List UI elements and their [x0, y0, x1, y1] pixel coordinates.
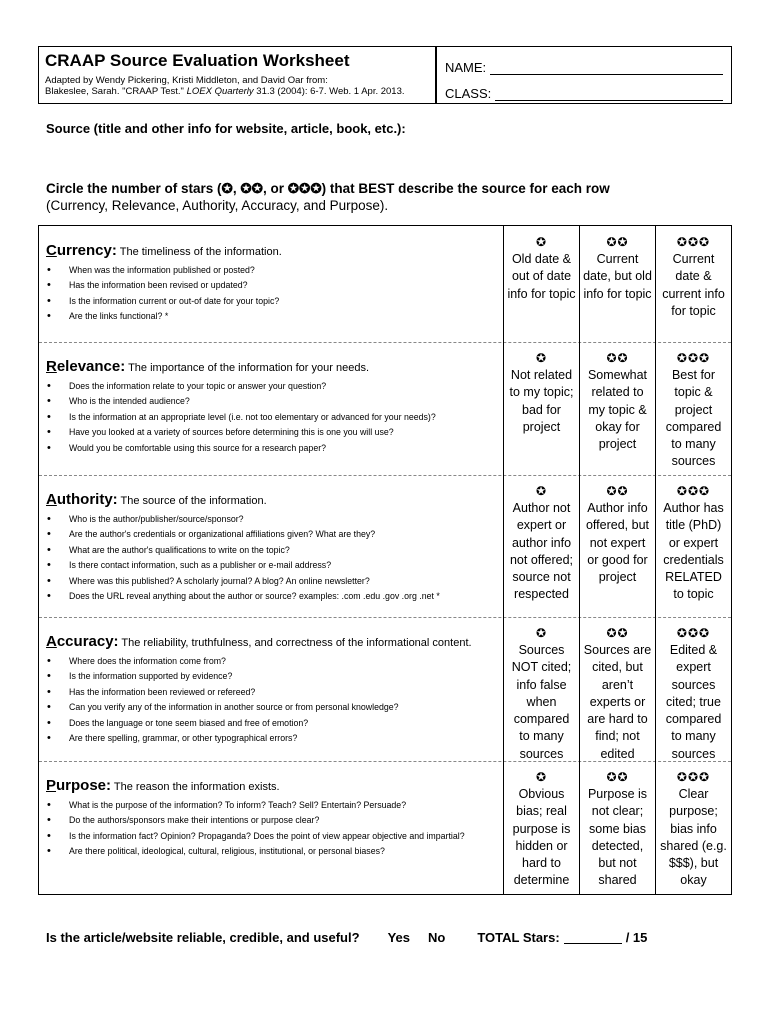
- question-item: • Who is the intended audience?: [46, 394, 497, 409]
- rating-option-3-star[interactable]: [656, 475, 731, 617]
- rating-option-1-star[interactable]: [504, 475, 580, 617]
- rating-option-3-star[interactable]: [656, 342, 731, 475]
- name-label: NAME:: [445, 60, 487, 75]
- rating-option-2-star[interactable]: [580, 617, 656, 761]
- instructions-line-2: (Currency, Relevance, Authority, Accuracy, and Purpose).: [46, 198, 389, 213]
- question-item: • Do the authors/sponsors make their intentions or purpose clear?: [46, 813, 497, 828]
- question-item: • Who is the author/publisher/source/sponsor?: [46, 512, 497, 527]
- star-icon: ✪✪: [606, 351, 629, 365]
- credit-citation-a: Blakeslee, Sarah. "CRAAP Test.": [45, 86, 187, 97]
- criterion-heading: [46, 244, 497, 259]
- question-item: • Is the information supported by evidence?: [46, 669, 497, 684]
- class-label: CLASS:: [445, 86, 492, 101]
- yes-option[interactable]: Yes: [387, 930, 410, 945]
- criterion-description: [39, 475, 504, 617]
- criterion-heading: [46, 493, 497, 508]
- rating-option-1-star[interactable]: [504, 617, 580, 761]
- question-item: • Are the author's credentials or organizational affiliations given? What are they?: [46, 527, 497, 542]
- criterion-row: [39, 617, 731, 762]
- question-item: • Does the language or tone seem biased and free of emotion?: [46, 716, 497, 731]
- rating-option-1-star[interactable]: [504, 226, 580, 342]
- rating-description: Author has title (PhD) or expert credentials RELATED to topic: [663, 501, 724, 602]
- star-icon: ✪✪✪: [676, 770, 711, 784]
- rating-option-3-star[interactable]: [656, 226, 731, 342]
- no-option[interactable]: No: [427, 930, 446, 945]
- star-icon: ✪✪: [606, 770, 629, 784]
- criterion-name: Currency:: [46, 242, 117, 259]
- rating-option-2-star[interactable]: [580, 342, 656, 475]
- question-item: • Where does the information come from?: [46, 654, 497, 669]
- name-class-box: [436, 46, 732, 104]
- criterion-description: [39, 226, 504, 342]
- criterion-row: [39, 226, 731, 343]
- criterion-name: Authority:: [46, 491, 118, 508]
- rating-description: Sources are cited, but aren’t experts or are hard to find; not edited: [583, 643, 652, 761]
- criterion-description: [39, 761, 504, 894]
- criterion-heading: [46, 779, 497, 794]
- criterion-definition: The timeliness of the information.: [116, 246, 282, 258]
- question-list: [46, 654, 497, 746]
- instructions: [46, 180, 646, 214]
- question-item: • Is there contact information, such as a publisher or e-mail address?: [46, 558, 497, 573]
- rating-description: Best for topic & project compared to many sources: [665, 368, 722, 469]
- question-item: • Are the links functional? *: [46, 309, 497, 324]
- rating-description: Clear purpose; bias info shared (e.g. $$$), but okay: [660, 787, 727, 888]
- reliability-question: Is the article/website reliable, credible, and useful?: [46, 930, 360, 945]
- rating-option-2-star[interactable]: [580, 761, 656, 894]
- rating-description: Sources NOT cited; info false when compared to many sources: [511, 643, 572, 761]
- rating-description: Edited & expert sources cited; true compared to many sources: [665, 643, 722, 761]
- rating-description: Current date, but old info for topic: [583, 252, 652, 301]
- criteria-table: [38, 225, 732, 895]
- class-blank[interactable]: [495, 86, 723, 101]
- criterion-row: [39, 475, 731, 618]
- star-icon: ✪: [535, 770, 548, 784]
- criterion-description: [39, 342, 504, 475]
- rating-option-3-star[interactable]: [656, 617, 731, 761]
- criterion-definition: The source of the information.: [117, 495, 267, 507]
- rating-option-2-star[interactable]: [580, 226, 656, 342]
- question-item: • Can you verify any of the information in another source or from personal knowledge?: [46, 700, 497, 715]
- star-icon: ✪✪✪: [676, 235, 711, 249]
- criterion-name: Relevance:: [46, 358, 126, 375]
- question-item: • Are there spelling, grammar, or other typographical errors?: [46, 731, 497, 746]
- rating-option-1-star[interactable]: [504, 342, 580, 475]
- star-icon: ✪: [535, 351, 548, 365]
- credit-journal: LOEX Quarterly: [186, 86, 254, 97]
- star-icon: ✪✪✪: [676, 626, 711, 640]
- rating-option-3-star[interactable]: [656, 761, 731, 894]
- rating-description: Author info offered, but not expert or good for project: [585, 501, 649, 585]
- criterion-heading: [46, 635, 497, 650]
- rating-description: Author not expert or author info not offered; source not respected: [509, 501, 573, 602]
- question-item: • Is the information fact? Opinion? Propaganda? Does the point of view appear objective and impartial?: [46, 829, 497, 844]
- question-item: • Has the information been reviewed or refereed?: [46, 685, 497, 700]
- question-item: • When was the information published or posted?: [46, 263, 497, 278]
- title-box: [38, 46, 436, 104]
- rating-description: Purpose is not clear; some bias detected, but not shared: [587, 787, 648, 888]
- question-item: • Where was this published? A scholarly journal? A blog? An online newsletter?: [46, 574, 497, 589]
- question-list: [46, 263, 497, 325]
- star-icon: ✪✪✪: [676, 484, 711, 498]
- source-label: Source (title and other info for website, article, book, etc.):: [46, 121, 406, 136]
- question-list: [46, 798, 497, 860]
- question-item: • Does the information relate to your topic or answer your question?: [46, 379, 497, 394]
- total-stars-blank[interactable]: [564, 931, 622, 944]
- question-list: [46, 512, 497, 604]
- class-field[interactable]: [445, 79, 723, 101]
- total-stars-label: TOTAL Stars:: [477, 930, 560, 945]
- star-icon: ✪✪: [606, 484, 629, 498]
- question-item: • Are there political, ideological, cultural, religious, institutional, or personal biases?: [46, 844, 497, 859]
- question-item: • Would you be comfortable using this source for a research paper?: [46, 441, 497, 456]
- star-icon: ✪✪: [606, 626, 629, 640]
- star-icon: ✪: [535, 626, 548, 640]
- name-field[interactable]: [445, 53, 723, 75]
- rating-description: Obvious bias; real purpose is hidden or hard to determine: [512, 787, 571, 888]
- total-stars-max: / 15: [625, 930, 648, 945]
- worksheet-title: CRAAP Source Evaluation Worksheet: [45, 51, 350, 70]
- rating-description: Old date & out of date info for topic: [507, 252, 576, 301]
- rating-description: Current date & current info for topic: [662, 252, 725, 318]
- credit-line-1: Adapted by Wendy Pickering, Kristi Middleton, and David Oar from:: [45, 75, 328, 86]
- question-item: • Does the URL reveal anything about the author or source? examples: .com .edu .gov .org .net *: [46, 589, 497, 604]
- rating-option-1-star[interactable]: [504, 761, 580, 894]
- question-item: • Is the information current or out-of date for your topic?: [46, 294, 497, 309]
- footer: [46, 930, 647, 945]
- criterion-definition: The reason the information exists.: [111, 781, 280, 793]
- question-item: • Has the information been revised or updated?: [46, 278, 497, 293]
- rating-description: Not related to my topic; bad for project: [509, 368, 574, 434]
- rating-description: Somewhat related to my topic & okay for project: [587, 368, 648, 452]
- rating-option-2-star[interactable]: [580, 475, 656, 617]
- criterion-heading: [46, 360, 497, 375]
- criterion-row: [39, 342, 731, 476]
- criterion-description: [39, 617, 504, 761]
- credit-text: [45, 75, 429, 97]
- credit-citation-b: 31.3 (2004): 6-7. Web. 1 Apr. 2013.: [253, 86, 405, 97]
- criterion-definition: The reliability, truthfulness, and correctness of the informational content.: [118, 637, 472, 649]
- star-icon: ✪✪✪: [676, 351, 711, 365]
- question-list: [46, 379, 497, 456]
- name-blank[interactable]: [490, 60, 723, 75]
- star-icon: ✪: [535, 484, 548, 498]
- instructions-line-1: Circle the number of stars (✪, ✪✪, or ✪✪✪) that BEST describe the source for each row: [46, 181, 610, 196]
- question-item: • What is the purpose of the information? To inform? Teach? Sell? Entertain? Persuade?: [46, 798, 497, 813]
- credit-line-2: [45, 86, 429, 97]
- criterion-definition: The importance of the information for your needs.: [125, 362, 369, 374]
- criterion-row: [39, 761, 731, 894]
- question-item: • Is the information at an appropriate level (i.e. not too elementary or advanced for your needs)?: [46, 410, 497, 425]
- star-icon: ✪: [535, 235, 548, 249]
- question-item: • What are the author's qualifications to write on the topic?: [46, 543, 497, 558]
- question-item: • Have you looked at a variety of sources before determining this is one you will use?: [46, 425, 497, 440]
- criterion-name: Accuracy:: [46, 633, 119, 650]
- criterion-name: Purpose:: [46, 777, 112, 794]
- star-icon: ✪✪: [606, 235, 629, 249]
